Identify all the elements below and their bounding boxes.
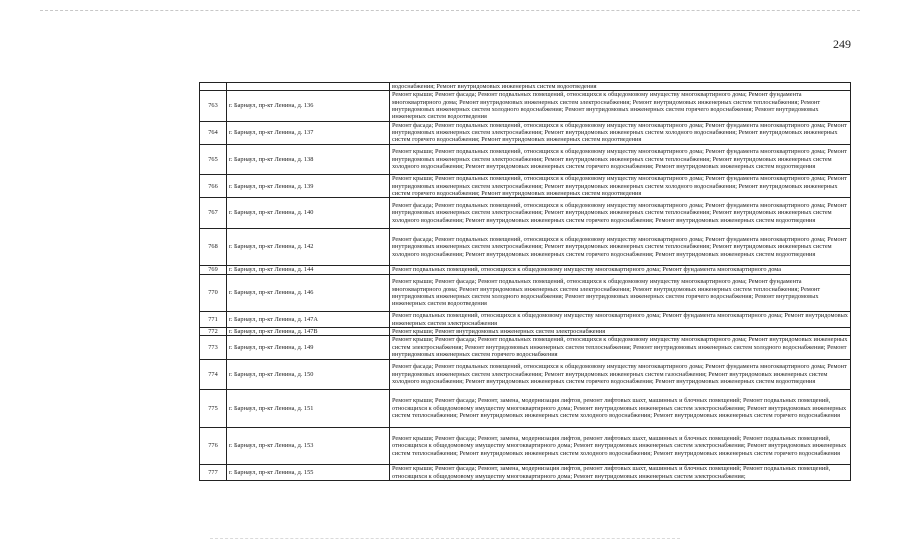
table-row: [200, 389, 851, 427]
works-cell: водоснабжения; Ремонт внутридомовых инженерных систем водоотведения: [390, 83, 851, 91]
table-row: [200, 427, 851, 465]
table-row: [200, 359, 851, 389]
row-number-cell: 773: [200, 336, 227, 359]
works-cell: Ремонт фасада; Ремонт подвальных помещений, относящихся к общедомовому имуществу многоквартирного дома; Ремонт фундамента многоквартирного дома; Ремонт внутридомовых инженерных систем электроснабжения; Ремонт внутридомовых инженерных систем теплоснабжения; Ремонт внутридомовых инженерных систем холодного водоснабжения; Ремонт внутридомовых инженерных систем горячего водоснабжения; Ремонт внутридомовых инженерных систем водоотведения: [390, 228, 851, 266]
address-cell: [227, 83, 390, 91]
table-row: [200, 121, 851, 144]
row-number-cell: 772: [200, 328, 227, 336]
row-number-cell: 769: [200, 266, 227, 274]
address-cell: г. Барнаул, пр-кт Ленина, д. 142: [227, 228, 390, 266]
scan-top-rule: [40, 10, 860, 11]
works-cell: Ремонт крыши; Ремонт фасада; Ремонт подвальных помещений, относящихся к общедомовому имуществу многоквартирного дома; Ремонт фундамента многоквартирного дома; Ремонт внутридомовых инженерных систем электроснабжения; Ремонт внутридомовых инженерных систем теплоснабжения; Ремонт внутридомовых инженерных систем холодного водоснабжения; Ремонт внутридомовых инженерных систем горячего водоснабжения; Ремонт внутридомовых инженерных систем водоотведения: [390, 274, 851, 312]
address-cell: г. Барнаул, пр-кт Ленина, д. 137: [227, 121, 390, 144]
table-row: [200, 312, 851, 328]
works-cell: Ремонт фасада; Ремонт подвальных помещений, относящихся к общедомовому имуществу многоквартирного дома; Ремонт фундамента многоквартирного дома; Ремонт внутридомовых инженерных систем электроснабжения; Ремонт внутридомовых инженерных систем холодного водоснабжения; Ремонт внутридомовых инженерных систем горячего водоснабжения; Ремонт внутридомовых инженерных систем водоотведения: [390, 121, 851, 144]
row-number-cell: 770: [200, 274, 227, 312]
table-row: [200, 274, 851, 312]
table-row: [200, 465, 851, 481]
works-cell: Ремонт крыши; Ремонт фасада; Ремонт, замена, модернизация лифтов, ремонт лифтовых шахт, машинных и блочных помещений; Ремонт подвальных помещений, относящихся к общедомовому имуществу многоквартирного дома; Ремонт внутридомовых инженерных систем электроснабжения; Ремонт внутридомовых инженерных систем теплоснабжения; Ремонт внутридомовых инженерных систем холодного водоснабжения; Ремонт внутридомовых инженерных систем горячего водоснабжения: [390, 389, 851, 427]
address-cell: г. Барнаул, пр-кт Ленина, д. 149: [227, 336, 390, 359]
row-number-cell: 776: [200, 427, 227, 465]
repair-works-table: [199, 82, 851, 481]
works-cell: Ремонт крыши; Ремонт фасада; Ремонт, замена, модернизация лифтов, ремонт лифтовых шахт, машинных и блочных помещений; Ремонт подвальных помещений, относящихся к общедомовому имуществу многоквартирного дома; Ремонт внутридомовых инженерных систем электроснабжения;: [390, 465, 851, 481]
scan-bottom-rule: [210, 538, 680, 539]
works-cell: Ремонт крыши; Ремонт фасада; Ремонт, замена, модернизация лифтов, ремонт лифтовых шахт, машинных и блочных помещений; Ремонт подвальных помещений, относящихся к общедомовому имуществу многоквартирного дома; Ремонт внутридомовых инженерных систем электроснабжения; Ремонт внутридомовых инженерных систем теплоснабжения; Ремонт внутридомовых инженерных систем холодного водоснабжения; Ремонт внутридомовых инженерных систем горячего водоснабжения: [390, 427, 851, 465]
address-cell: г. Барнаул, пр-кт Ленина, д. 146: [227, 274, 390, 312]
works-cell: Ремонт подвальных помещений, относящихся к общедомовому имуществу многоквартирного дома; Ремонт фундамента многоквартирного дома; Ремонт внутридомовых инженерных систем электроснабжения: [390, 312, 851, 328]
table-row: [200, 175, 851, 198]
continuation-row: [200, 83, 851, 91]
row-number-cell: 766: [200, 175, 227, 198]
works-cell: Ремонт фасада; Ремонт подвальных помещений, относящихся к общедомовому имуществу многоквартирного дома; Ремонт фундамента многоквартирного дома; Ремонт внутридомовых инженерных систем электроснабжения; Ремонт внутридомовых инженерных систем теплоснабжения; Ремонт внутридомовых инженерных систем холодного водоснабжения; Ремонт внутридомовых инженерных систем горячего водоснабжения; Ремонт внутридомовых инженерных систем водоотведения: [390, 198, 851, 228]
address-cell: г. Барнаул, пр-кт Ленина, д. 153: [227, 427, 390, 465]
table-row: [200, 91, 851, 121]
address-cell: г. Барнаул, пр-кт Ленина, д. 139: [227, 175, 390, 198]
address-cell: г. Барнаул, пр-кт Ленина, д. 140: [227, 198, 390, 228]
works-cell: Ремонт крыши; Ремонт подвальных помещений, относящихся к общедомовому имуществу многоквартирного дома; Ремонт фундамента многоквартирного дома; Ремонт внутридомовых инженерных систем электроснабжения; Ремонт внутридомовых инженерных систем холодного водоснабжения; Ремонт внутридомовых инженерных систем горячего водоснабжения; Ремонт внутридомовых инженерных систем водоотведения: [390, 175, 851, 198]
table-row: [200, 144, 851, 174]
address-cell: г. Барнаул, пр-кт Ленина, д. 136: [227, 91, 390, 121]
address-cell: г. Барнаул, пр-кт Ленина, д. 155: [227, 465, 390, 481]
row-number-cell: 765: [200, 144, 227, 174]
row-number-cell: 774: [200, 359, 227, 389]
row-number-cell: 777: [200, 465, 227, 481]
address-cell: г. Барнаул, пр-кт Ленина, д. 144: [227, 266, 390, 274]
row-number-cell: 768: [200, 228, 227, 266]
row-number-cell: [200, 83, 227, 91]
address-cell: г. Барнаул, пр-кт Ленина, д. 138: [227, 144, 390, 174]
row-number-cell: 771: [200, 312, 227, 328]
address-cell: г. Барнаул, пр-кт Ленина, д. 147А: [227, 312, 390, 328]
works-cell: Ремонт крыши; Ремонт внутридомовых инженерных систем электроснабжения: [390, 328, 851, 336]
address-cell: г. Барнаул, пр-кт Ленина, д. 150: [227, 359, 390, 389]
works-cell: Ремонт подвальных помещений, относящихся к общедомовому имуществу многоквартирного дома; Ремонт фундамента многоквартирного дома: [390, 266, 851, 274]
table-row: [200, 266, 851, 274]
row-number-cell: 764: [200, 121, 227, 144]
row-number-cell: 775: [200, 389, 227, 427]
address-cell: г. Барнаул, пр-кт Ленина, д. 151: [227, 389, 390, 427]
table-row: [200, 198, 851, 228]
address-cell: г. Барнаул, пр-кт Ленина, д. 147В: [227, 328, 390, 336]
table-row: [200, 336, 851, 359]
row-number-cell: 767: [200, 198, 227, 228]
works-cell: Ремонт крыши; Ремонт подвальных помещений, относящихся к общедомовому имуществу многоквартирного дома; Ремонт фундамента многоквартирного дома; Ремонт внутридомовых инженерных систем электроснабжения; Ремонт внутридомовых инженерных систем теплоснабжения; Ремонт внутридомовых инженерных систем холодного водоснабжения; Ремонт внутридомовых инженерных систем горячего водоснабжения; Ремонт внутридомовых инженерных систем водоотведения: [390, 144, 851, 174]
table-row: [200, 228, 851, 266]
page-number: 249: [833, 37, 851, 51]
works-cell: Ремонт крыши; Ремонт фасада; Ремонт подвальных помещений, относящихся к общедомовому имуществу многоквартирного дома; Ремонт фундамента многоквартирного дома; Ремонт внутридомовых инженерных систем электроснабжения; Ремонт внутридомовых инженерных систем теплоснабжения; Ремонт внутридомовых инженерных систем холодного водоснабжения; Ремонт внутридомовых инженерных систем горячего водоснабжения; Ремонт внутридомовых инженерных систем водоотведения: [390, 91, 851, 121]
row-number-cell: 763: [200, 91, 227, 121]
table-row: [200, 328, 851, 336]
works-cell: Ремонт фасада; Ремонт подвальных помещений, относящихся к общедомовому имуществу многоквартирного дома; Ремонт фундамента многоквартирного дома; Ремонт внутридомовых инженерных систем электроснабжения; Ремонт внутридомовых инженерных систем газоснабжения; Ремонт внутридомовых инженерных систем холодного водоснабжения; Ремонт внутридомовых инженерных систем горячего водоснабжения; Ремонт внутридомовых инженерных систем водоотведения: [390, 359, 851, 389]
works-cell: Ремонт крыши; Ремонт фасада; Ремонт подвальных помещений, относящихся к общедомовому имуществу многоквартирного дома; Ремонт внутридомовых инженерных систем электроснабжения; Ремонт внутридомовых инженерных систем теплоснабжения; Ремонт внутридомовых инженерных систем холодного водоснабжения; Ремонт внутридомовых инженерных систем горячего водоснабжения: [390, 336, 851, 359]
